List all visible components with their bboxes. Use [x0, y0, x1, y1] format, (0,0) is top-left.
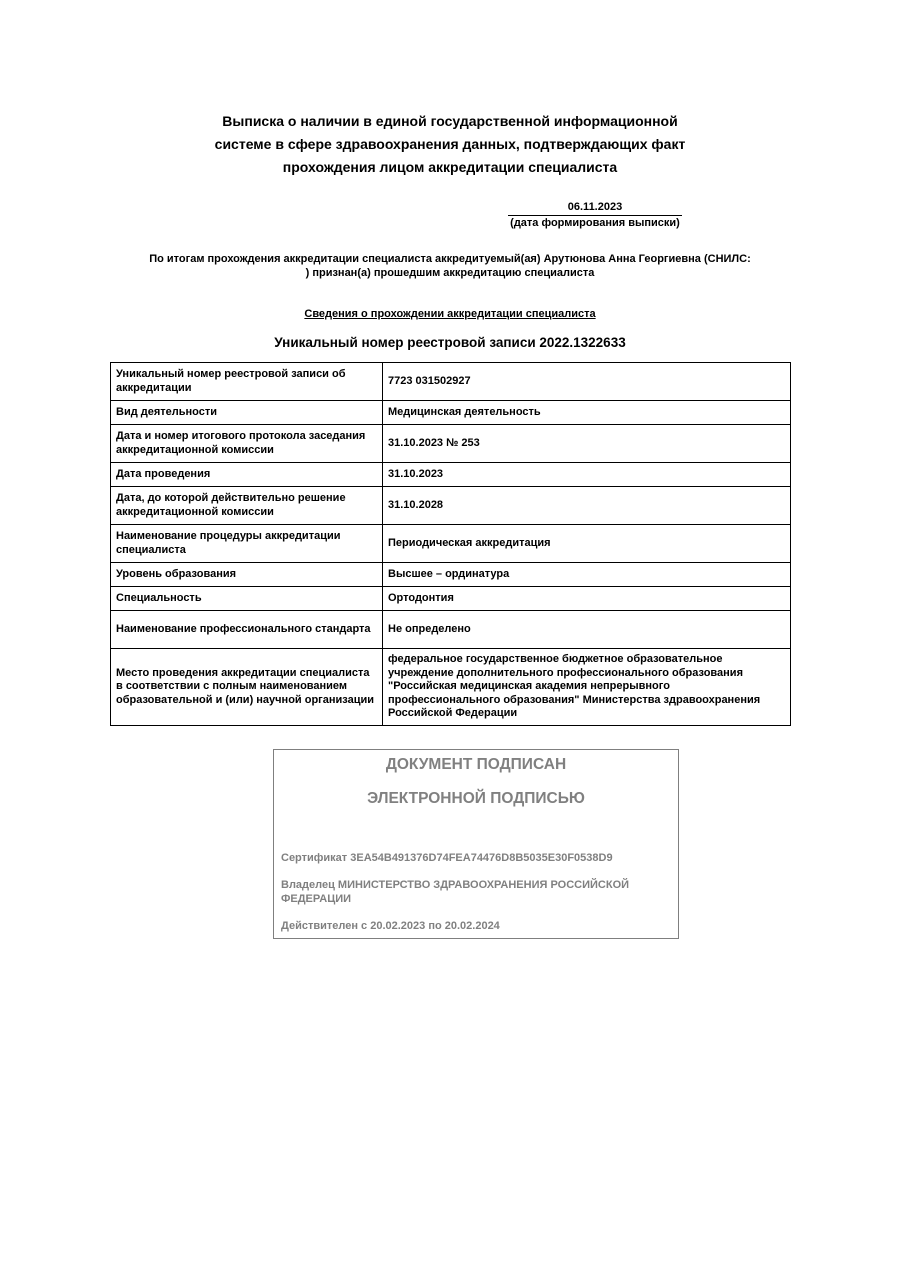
row-label: Специальность: [111, 587, 383, 611]
row-value: Не определено: [383, 611, 791, 649]
row-label: Дата проведения: [111, 463, 383, 487]
row-label: Уровень образования: [111, 563, 383, 587]
document-title-line: прохождения лицом аккредитации специалиста: [282, 159, 618, 175]
row-value: Ортодонтия: [383, 587, 791, 611]
row-label: Дата, до которой действительно решение аккредитационной комиссии: [111, 487, 383, 525]
table-row: [111, 463, 791, 487]
row-value: федеральное государственное бюджетное образовательное учреждение дополнительного профессионального образования "Российская медицинская академия непрерывного профессионального образования" Министерства здравоохранения Российской Федерации: [383, 649, 791, 726]
row-label: Вид деятельности: [111, 401, 383, 425]
stamp-heading: ДОКУМЕНТ ПОДПИСАН: [385, 756, 567, 773]
electronic-signature-stamp: [273, 749, 679, 939]
stamp-owner: Владелец МИНИСТЕРСТВО ЗДРАВООХРАНЕНИЯ РОССИЙСКОЙ ФЕДЕРАЦИИ: [281, 879, 630, 905]
document-title: [0, 110, 900, 179]
row-value: 31.10.2023: [383, 463, 791, 487]
row-value: 7723 031502927: [383, 363, 791, 401]
row-label: Место проведения аккредитации специалиста в соответствии с полным наименованием образовательной и (или) научной организации: [111, 649, 383, 726]
table-row: [111, 563, 791, 587]
stamp-certificate: Сертификат 3EA54B491376D74FEA74476D8B5035E30F0538D9: [281, 852, 613, 864]
table-row: [111, 587, 791, 611]
row-value: Высшее – ординатура: [383, 563, 791, 587]
issue-date: 06.11.2023: [508, 200, 682, 216]
registry-number-title: Уникальный номер реестровой записи 2022.1322633: [274, 335, 626, 350]
row-label: Уникальный номер реестровой записи об аккредитации: [111, 363, 383, 401]
table-row: [111, 401, 791, 425]
issue-date-block: [508, 200, 682, 231]
document-title-line: Выписка о наличии в единой государственной информационной: [222, 113, 678, 129]
table-row: [111, 363, 791, 401]
row-label: Дата и номер итогового протокола заседания аккредитационной комиссии: [111, 425, 383, 463]
row-label: Наименование профессионального стандарта: [111, 611, 383, 649]
row-value: 31.10.2028: [383, 487, 791, 525]
table-row: [111, 487, 791, 525]
section-title: Сведения о прохождении аккредитации специалиста: [304, 308, 596, 320]
table-row: [111, 525, 791, 563]
row-label: Наименование процедуры аккредитации специалиста: [111, 525, 383, 563]
table-row: [111, 611, 791, 649]
accreditation-statement-line: ) признан(а) прошедшим аккредитацию специалиста: [305, 267, 595, 279]
stamp-subheading: ЭЛЕКТРОННОЙ ПОДПИСЬЮ: [367, 790, 585, 807]
accreditation-statement: [110, 252, 790, 280]
stamp-validity: Действителен с 20.02.2023 по 20.02.2024: [281, 920, 500, 932]
issue-date-caption: (дата формирования выписки): [510, 217, 680, 229]
document-title-line: системе в сфере здравоохранения данных, подтверждающих факт: [214, 136, 686, 152]
row-value: Периодическая аккредитация: [383, 525, 791, 563]
row-value: 31.10.2023 № 253: [383, 425, 791, 463]
table-row: [111, 649, 791, 726]
row-value: Медицинская деятельность: [383, 401, 791, 425]
table-row: [111, 425, 791, 463]
accreditation-details-table: [110, 362, 791, 726]
accreditation-statement-line: По итогам прохождения аккредитации специалиста аккредитуемый(ая) Арутюнова Анна Георгиевна (СНИЛС:: [149, 253, 751, 265]
